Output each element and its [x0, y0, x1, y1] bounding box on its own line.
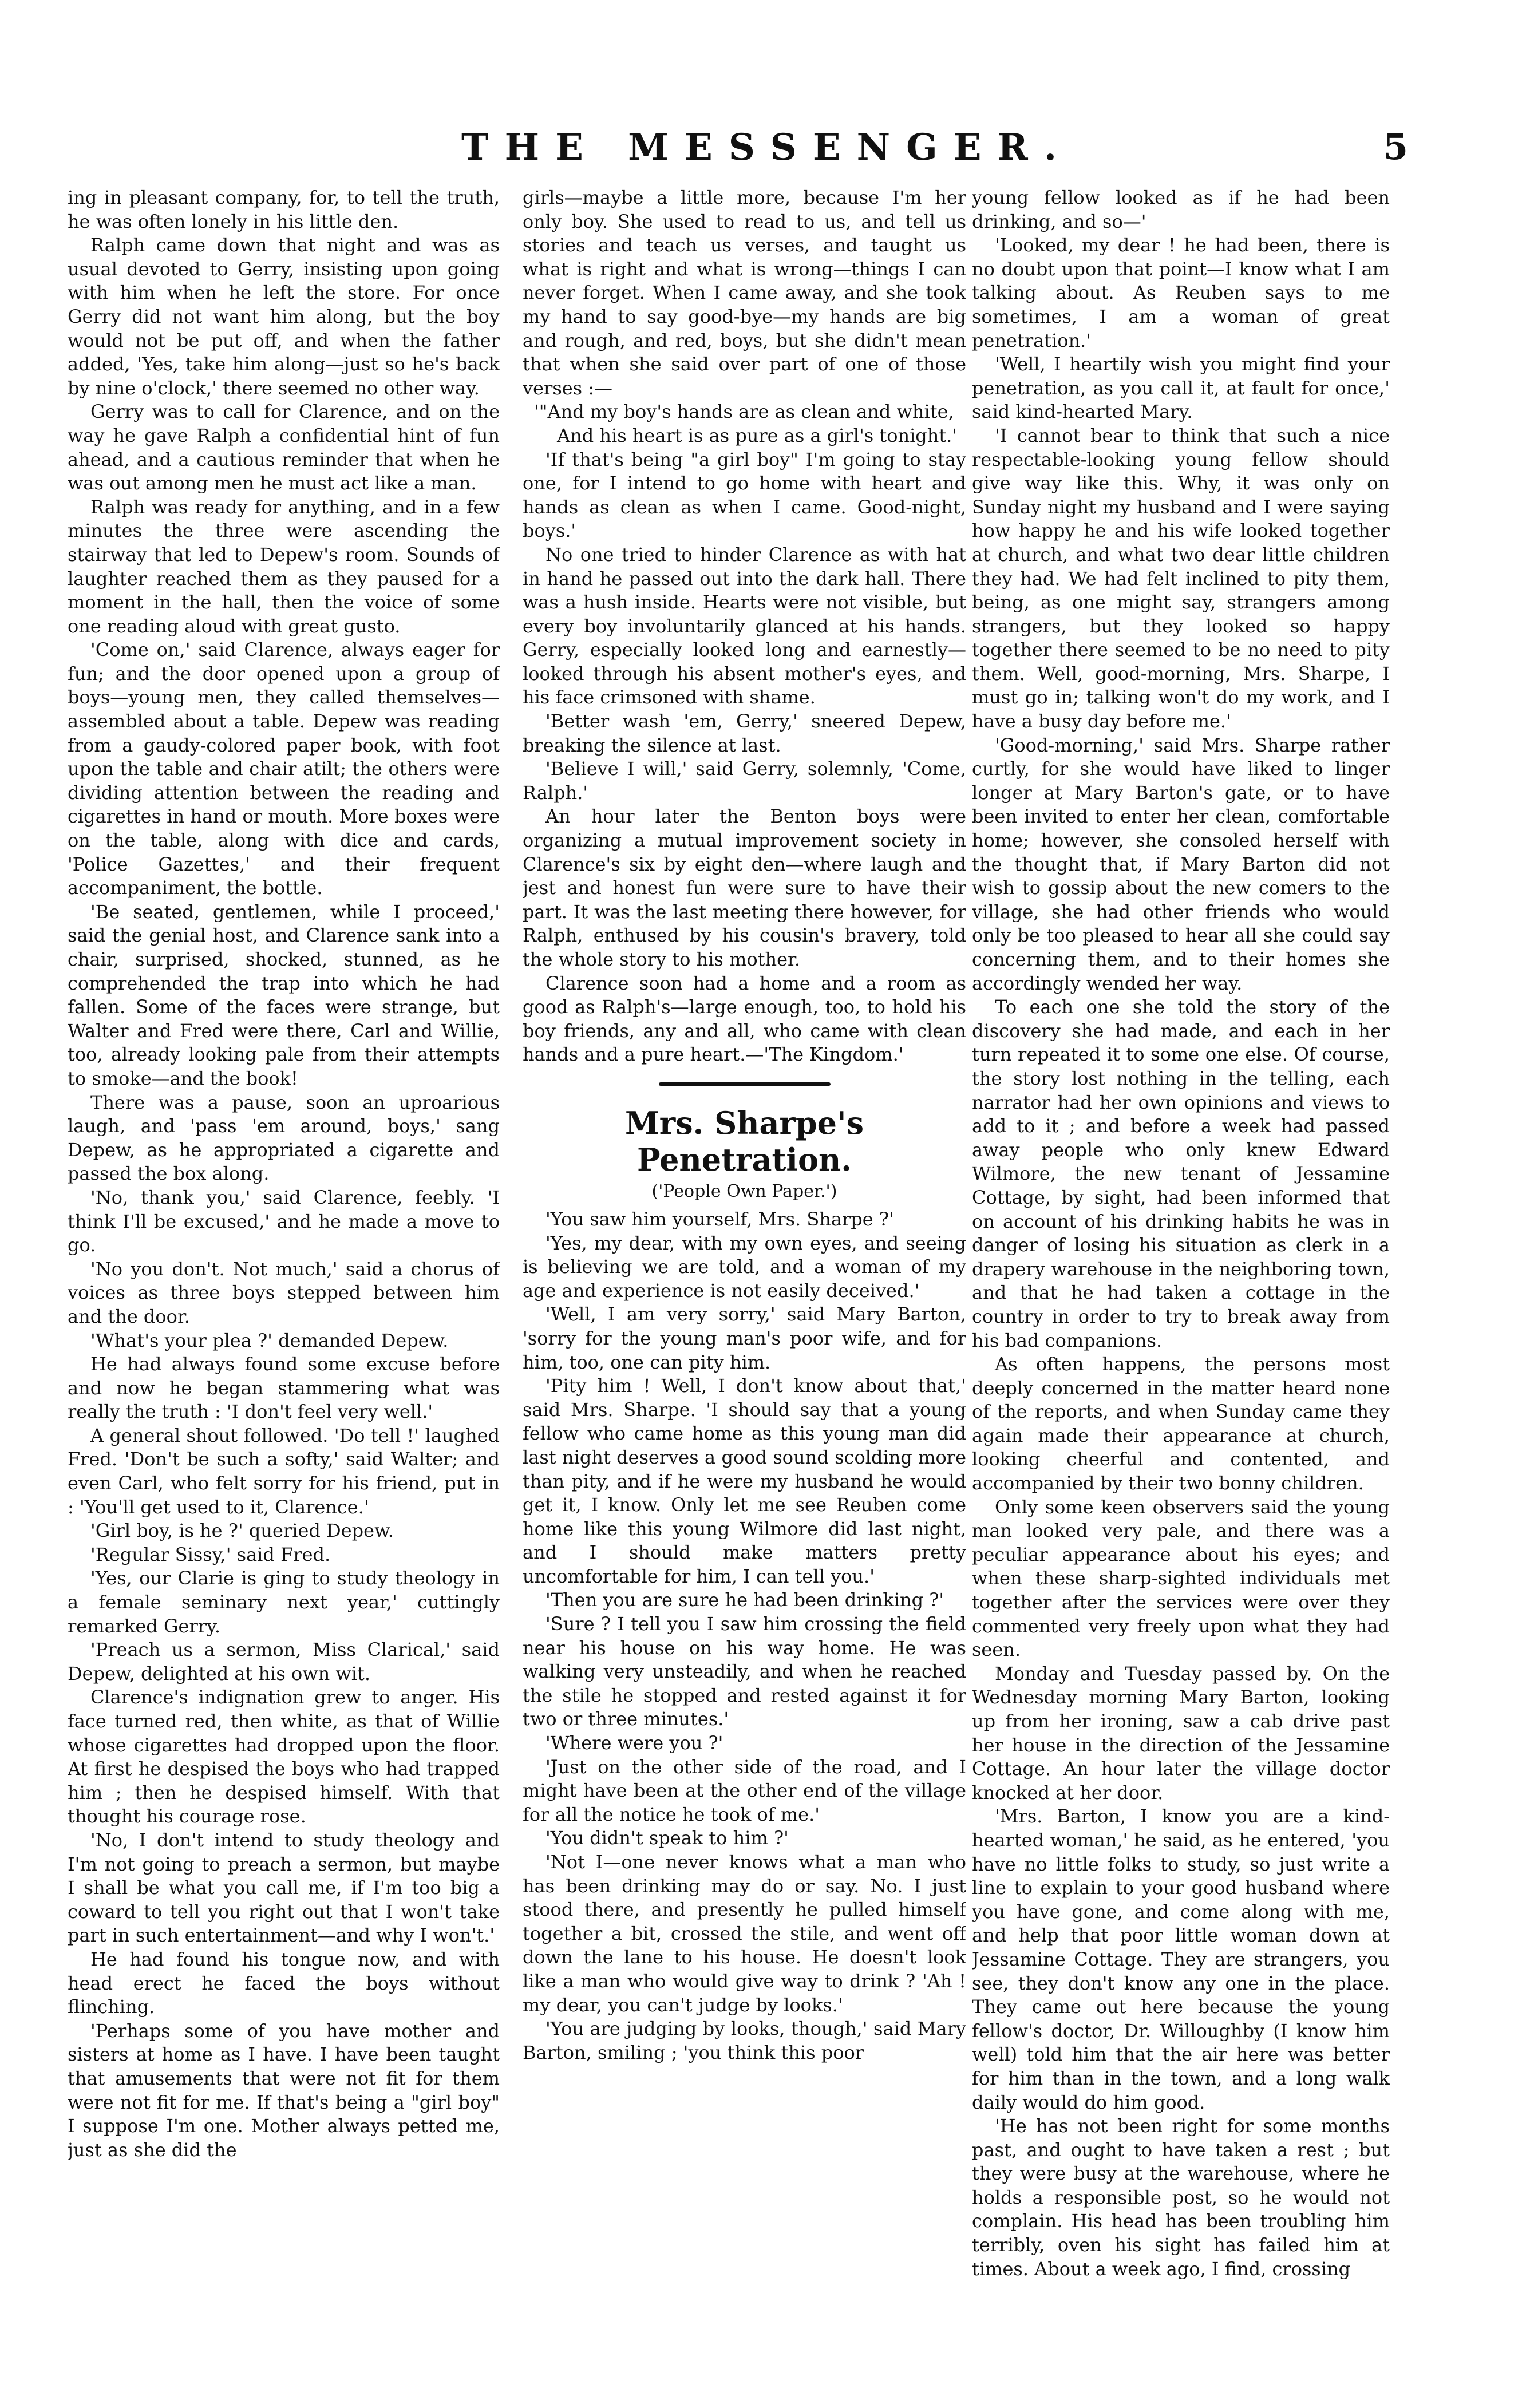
paragraph: 'If that's being "a girl boy" I'm going to stay one, for I intend to go home with heart and hands as clean as when I came. Good-night, boys.' — [523, 448, 966, 542]
paragraph: young fellow looked as if he had been drinking, and so—' — [972, 187, 1390, 232]
column-1 — [68, 186, 500, 2390]
paragraph: 'Believe I will,' said Gerry, solemnly, 'Come, Ralph.' — [523, 758, 966, 804]
paragraph: 'Well, I am very sorry,' said Mary Barton, 'sorry for the young man's poor wife, and for him, too, one can pity him. — [523, 1303, 966, 1373]
paragraph: 'Where were you ?' — [545, 1732, 723, 1754]
paragraph: ing in pleasant company, for, to tell the truth, he was often lonely in his little den. — [68, 187, 500, 232]
paragraph: 'No, I don't intend to study theology and I'm not going to preach a sermon, but maybe I shall be what you call me, if I'm too big a coward to tell you right out that I won't take part in such entertainment—and why I won't.' — [68, 1829, 500, 1947]
paragraph: 'What's your plea ?' demanded Depew. — [90, 1329, 449, 1351]
paragraph: An hour later the Benton boys were organizing a mutual improvement society in Clarence's six by eight den—where laugh and jest and honest fun were sure to have their part. It was the last meeting there however, for Ralph, enthused by his cousin's bravery, told the whole story to his mother. — [523, 805, 966, 970]
story-source: ('People Own Paper.') — [651, 1181, 837, 1201]
paragraph: To each one she told the story of the discovery she had made, and each in her turn repeated it to some one else. Of course, the story lost nothing in the telling, each narrator had her own opinions and views to add to it ; and before a week had passed away people who only knew Edward Wilmore, the new tenant of Jessamine Cottage, by sight, had been informed that on account of his drinking habits he was in danger of losing his situation as clerk in a drapery warehouse in the neighboring town, and that he had taken a cottage in the country in order to try to break away from his bad companions. — [972, 996, 1390, 1351]
ornamental-rule — [659, 1082, 831, 1086]
verse-line: '"And my boy's hands are as clean and white, — [534, 401, 954, 423]
paragraph: He had always found some excuse before and now he began stammering what was really the truth : 'I don't feel very well.' — [68, 1353, 500, 1423]
paragraph: 'You saw him yourself, Mrs. Sharpe ?' — [545, 1208, 894, 1230]
paragraph: He had found his tongue now, and with head erect he faced the boys without flinching. — [68, 1948, 500, 2018]
paragraph: 'You didn't speak to him ?' — [545, 1827, 789, 1849]
paragraph: Clarence's indignation grew to anger. His face turned red, then white, as that of Willie whose cigarettes had dropped upon the floor. At first he despised the boys who had trapped him ; then he despised himself. With that thought his courage rose. — [68, 1686, 500, 1828]
paragraph: Only some keen observers said the young man looked very pale, and there was a peculiar appearance about his eyes; and when these sharp-sighted individuals met together after the services were over they commented very freely upon what they had seen. — [972, 1496, 1390, 1661]
page-number: 5 — [1383, 126, 1408, 168]
paragraph: There was a pause, soon an uproarious laugh, and 'pass 'em around, boys,' sang Depew, as he appropriated a cigarette and passed the box along. — [68, 1091, 500, 1185]
paragraph: Monday and Tuesday passed by. On the Wednesday morning Mary Barton, looking up from her ironing, saw a cab drive past her house in the direction of the Jessamine Cottage. An hour later the village doctor knocked at her door. — [972, 1662, 1390, 1804]
paragraph: 'Good-morning,' said Mrs. Sharpe rather curtly, for she would have liked to linger longer at Mary Barton's gate, or to have been invited to enter her clean, comfortable home; however, she consoled herself with the thought that, if Mary Barton did not wish to gossip about the new comers to the village, she had other friends who would only be too pleased to hear all she could say concerning them, and to their homes she accordingly wended her way. — [972, 734, 1390, 994]
paragraph: As often happens, the persons most deeply concerned in the matter heard none of the reports, and when Sunday came they again made their appearance at church, looking cheerful and contented, and accompanied by their two bonny children. — [972, 1353, 1390, 1494]
section-divider — [523, 1067, 966, 1101]
newspaper-title: THE MESSENGER. — [461, 126, 1073, 169]
paragraph: 'He has not been right for some months past, and ought to have taken a rest ; but they were busy at the warehouse, where he holds a responsible post, so he would not complain. His head has been troubling him terribly, oven his sight has failed him at times. About a week ago, I find, crossing — [972, 2115, 1390, 2280]
paragraph: 'Girl boy, is he ?' queried Depew. — [90, 1520, 394, 1542]
paragraph: 'Perhaps some of you have mother and sisters at home as I have. I have been taught that amusements that were not fit for them were not fit for me. If that's being a "girl boy" I suppose I'm one. Mother always petted me, just as she did the — [68, 2019, 500, 2161]
paragraph: 'Mrs. Barton, I know you are a kind-hearted woman,' he said, as he entered, 'you have no little folks to study, so just write a line to explain to your good husband where you have gone, and come along with me, and help that poor little woman down at Jessamine Cottage. They are strangers, you see, they don't know any one in the place. They came out here because the young fellow's doctor, Dr. Willoughby (I know him well) told him that the air here was better for him than in the town, and a long walk daily would do him good. — [972, 1805, 1390, 2113]
paragraph: Ralph was ready for anything, and in a few minutes the three were ascending the stairway that led to Depew's room. Sounds of laughter reached them as they paused for a moment in the hall, then the voice of some one reading aloud with great gusto. — [68, 496, 500, 637]
paragraph: 'Come on,' said Clarence, always eager for fun; and the door opened upon a group of boys—young men, they called themselves—assembled about a table. Depew was reading from a gaudy-colored paper book, with foot upon the table and chair atilt; the others were dividing attention between the reading and cigarettes in hand or mouth. More boxes were on the table, along with dice and cards, 'Police Gazettes,' and their frequent accompaniment, the bottle. — [68, 639, 500, 899]
paragraph: 'Regular Sissy,' said Fred. — [90, 1543, 331, 1565]
paragraph: 'Be seated, gentlemen, while I proceed,' said the genial host, and Clarence sank into a chair, surprised, shocked, stunned, as he comprehended the trap into which he had fallen. Some of the faces were strange, but Walter and Fred were there, Carl and Willie, too, already looking pale from their attempts to smoke—and the book! — [68, 900, 500, 1089]
paragraph: 'Not I—one never knows what a man who has been drinking may do or say. No. I just stood there, and presently he pulled himself together a bit, crossed the stile, and went off down the lane to his house. He doesn't look like a man who would give way to drink ? 'Ah ! my dear, you can't judge by looks.' — [523, 1851, 966, 2016]
story-heading: Mrs. Sharpe's Penetration. — [625, 1104, 864, 1178]
column-3 — [972, 186, 1390, 2390]
paragraph: 'Yes, my dear, with my own eyes, and seeing is believing we are told, and a woman of my age and experience is not easily deceived.' — [523, 1232, 966, 1302]
paragraph: Clarence soon had a home and a room as good as Ralph's—large enough, too, to hold his boy friends, any and all, who came with clean hands and a pure heart.—'The Kingdom.' — [523, 972, 966, 1066]
paragraph: 'Yes, our Clarie is ging to study theology in a female seminary next year,' cuttingly remarked Gerry. — [68, 1567, 500, 1637]
column-2 — [523, 186, 966, 2390]
paragraph: A general shout followed. 'Do tell !' laughed Fred. 'Don't be such a softy,' said Walter; and even Carl, who felt sorry for his friend, put in : 'You'll get used to it, Clarence.' — [68, 1424, 500, 1518]
paragraph: 'Sure ? I tell you I saw him crossing the field near his house on his way home. He was walking very unsteadily, and when he reached the stile he stopped and rested against it for two or three minutes.' — [523, 1613, 966, 1730]
paragraph: Ralph came down that night and was as usual devoted to Gerry, insisting upon going with him when he left the store. For once Gerry did not want him along, but the boy would not be put off, and when the father added, 'Yes, take him along—just so he's back by nine o'clock,' there seemed no other way. — [68, 234, 500, 399]
paragraph: 'Well, I heartily wish you might find your penetration, as you call it, at fault for once,' said kind-hearted Mary. — [972, 353, 1390, 423]
paragraph: girls—maybe a little more, because I'm her only boy. She used to read to us, and tell us stories and teach us verses, and taught us what is right and what is wrong—things I can never forget. When I came away, and she took my hand to say good-bye—my hands are big and rough, and red, boys, but she didn't mean that when she said over part of one of those verses :— — [523, 187, 966, 399]
paragraph: 'Preach us a sermon, Miss Clarical,' said Depew, delighted at his own wit. — [68, 1639, 500, 1685]
paragraph: 'No you don't. Not much,' said a chorus of voices as three boys stepped between him and the door. — [68, 1258, 500, 1327]
verse-line: And his heart is as pure as a girl's tonight.' — [557, 424, 958, 446]
paragraph: 'No, thank you,' said Clarence, feebly. 'I think I'll be excused,' and he made a move to go. — [68, 1186, 500, 1256]
masthead — [0, 114, 1538, 177]
paragraph: 'Pity him ! Well, I don't know about that,' said Mrs. Sharpe. 'I should say that a young fellow who came home as this young man did last night deserves a good sound scolding more than pity, and if he were my husband he would get it, I know. Only let me see Reuben come home like this young Wilmore did last night, and I should make matters pretty uncomfortable for him, I can tell you.' — [523, 1375, 966, 1587]
paragraph: Gerry was to call for Clarence, and on the way he gave Ralph a confidential hint of fun ahead, and a cautious reminder that when he was out among men he must act like a man. — [68, 401, 500, 495]
paragraph: 'Just on the other side of the road, and I might have been at the other end of the village for all the notice he took of me.' — [523, 1755, 966, 1825]
paragraph: 'Better wash 'em, Gerry,' sneered Depew, breaking the silence at last. — [523, 710, 966, 756]
paragraph: 'Looked, my dear ! he had been, there is no doubt upon that point—I know what I am talking about. As Reuben says to me sometimes, I am a woman of great penetration.' — [972, 234, 1390, 351]
paragraph: 'Then you are sure he had been drinking ?' — [545, 1589, 944, 1611]
paragraph: No one tried to hinder Clarence as with hat in hand he passed out into the dark hall. There was a hush inside. Hearts were not visible, but every boy involuntarily glanced at his hands. Gerry, especially looked long and earnestly—looked through his absent mother's eyes, and his face crimsoned with shame. — [523, 543, 966, 709]
paragraph: 'You are judging by looks, though,' said Mary Barton, smiling ; 'you think this poor — [523, 2018, 966, 2063]
paragraph: 'I cannot bear to think that such a nice respectable-looking young fellow should give way like this. Why, it was only on Sunday night my husband and I were saying how happy he and his wife looked together at church, and what two dear little children they had. We had felt inclined to pity them, being, as one might say, strangers among strangers, but they looked so happy together there seemed to be no need to pity them. Well, good-morning, Mrs. Sharpe, I must go in; talking won't do my work, and I have a busy day before me.' — [972, 424, 1390, 733]
